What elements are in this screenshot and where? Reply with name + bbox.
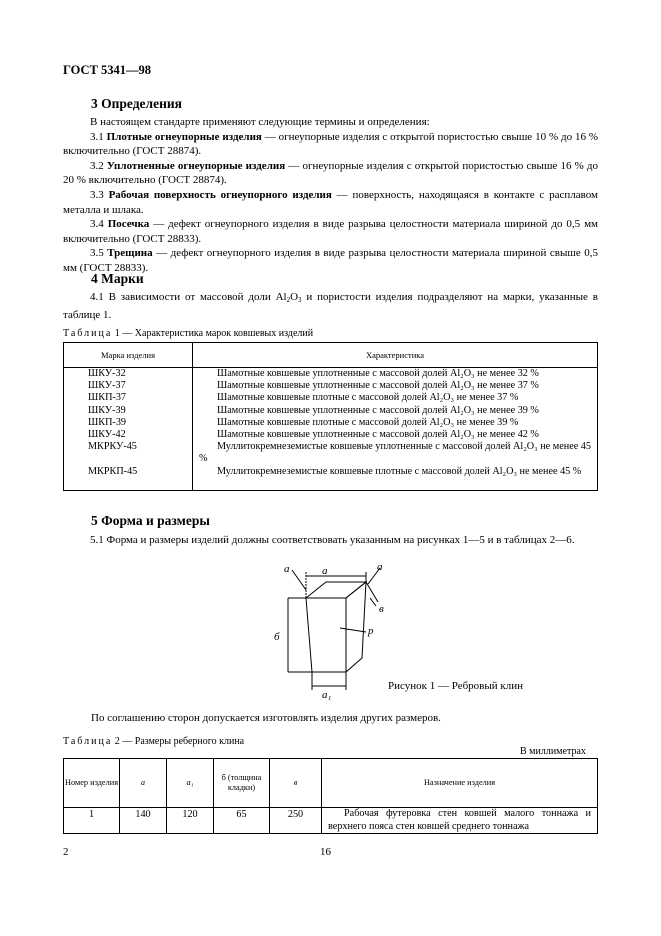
figure-label-b: б <box>274 631 280 643</box>
table-cell: Шамотные ковшевые плотные с массовой долей Al₂O₃ не менее 37 % <box>217 392 519 404</box>
table-cell: ШКУ-42 <box>88 428 126 440</box>
table-2-header-b: б (толщина кладки) <box>214 759 270 808</box>
definition-3-3: 3.3 Рабочая поверхность огнеупорного изделия — поверхность, находящаяся в контакте с расплавом металла и шлака. <box>63 188 599 216</box>
section-5-paragraph: 5.1 Форма и размеры изделий должны соответствовать указанным на рисунках 1—5 и в таблицах 2—6. <box>90 534 575 546</box>
definition-3-4: 3.4 Посечка — дефект огнеупорного изделия в виде разрыва целостности материала шириной до 0,5 мм включительно (ГОСТ 28833). <box>63 218 598 245</box>
table-cell: 65 <box>214 808 270 834</box>
table-cell: Шамотные ковшевые уплотненные с массовой долей Al₂O₃ не менее 37 % <box>217 380 539 392</box>
table-cell: Муллитокремнеземистые ковшевые плотные с массовой долей Al₂O₃ не менее 45 % <box>217 465 582 477</box>
table-cell: ШКУ-32 <box>88 368 126 379</box>
table-cell: 140 <box>120 808 167 834</box>
table-cell: Шамотные ковшевые плотные с массовой долей Al₂O₃ не менее 39 % <box>217 416 519 428</box>
table-2-units: В миллиметрах <box>520 746 586 757</box>
table-2-header-number: Номер изделия <box>64 759 120 808</box>
table-cell: ШКУ-39 <box>88 404 126 416</box>
section-4-heading: 4 Марки <box>91 271 144 286</box>
table-cell: ШКП-39 <box>88 416 127 428</box>
table-1 <box>63 342 598 491</box>
section-3-intro: В настоящем стандарте применяют следующие термины и определения: <box>90 116 430 128</box>
section-5-heading: 5 Форма и размеры <box>91 513 210 528</box>
table-cell: МКРКП-45 <box>88 465 138 477</box>
table-2-header-a: а <box>120 759 167 808</box>
section-3-text <box>63 115 598 276</box>
document-header: ГОСТ 5341—98 <box>63 63 152 77</box>
table-1-caption: Таблица 1 — Характеристика марок ковшевых изделий <box>63 328 314 339</box>
definition-3-2: 3.2 Уплотненные огнеупорные изделия — огнеупорные изделия с открытой пористостью свыше 16 % до 20 % включительно (ГОСТ 28874). <box>63 159 598 187</box>
figure-label-a1: а₁ <box>322 689 332 701</box>
page-number-center: 16 <box>320 846 331 858</box>
table-1-marks-column <box>64 368 193 491</box>
figure-label-p: р <box>368 625 374 637</box>
table-cell: 120 <box>167 808 214 834</box>
table-cell: ШКУ-37 <box>88 380 126 392</box>
page-number-left: 2 <box>63 846 69 858</box>
definition-3-1: 3.1 Плотные огнеупорные изделия — огнеупорные изделия с открытой пористостью свыше 10 % до 16 % включительно (ГОСТ 28874). <box>63 130 599 158</box>
table-2-header-a1: а₁ <box>167 759 214 808</box>
definition-3-5: 3.5 Трещина — дефект огнеупорного изделия в виде разрыва целостности материала шириной свыше 0,5 мм (ГОСТ 28833). <box>63 247 598 274</box>
table-1-characteristics-column <box>193 368 598 491</box>
agreement-paragraph: По соглашению сторон допускается изготовлять изделия других размеров. <box>91 712 441 724</box>
table-row <box>64 808 598 834</box>
table-cell: Рабочая футеровка стен ковшей малого тоннажа и верхнего пояса стен ковшей среднего тоннажа <box>322 808 598 834</box>
table-2-header-v: в <box>270 759 322 808</box>
section-3-heading: 3 Определения <box>91 96 182 111</box>
figure-label-a-left: а <box>284 563 290 575</box>
table-cell: Шамотные ковшевые уплотненные с массовой долей Al₂O₃ не менее 32 % <box>217 368 539 379</box>
figure-1-wedge-drawing <box>262 560 392 705</box>
table-cell: Шамотные ковшевые уплотненные с массовой долей Al₂O₃ не менее 42 % <box>217 429 539 441</box>
table-1-header-characteristic: Характеристика <box>193 343 598 368</box>
table-cell: Муллитокремнеземистые ковшевые уплотненные с массовой долей Al₂O₃ не менее 45 % <box>199 441 591 465</box>
figure-label-a-top: а <box>322 565 328 577</box>
table-2 <box>63 758 598 834</box>
table-cell: 250 <box>270 808 322 834</box>
table-1-header-mark: Марка изделия <box>64 343 193 368</box>
table-2-header-purpose: Назначение изделия <box>322 759 598 808</box>
table-2-caption: Таблица 2 — Размеры реберного клина <box>63 736 245 747</box>
table-cell: ШКП-37 <box>88 392 127 404</box>
figure-1-caption: Рисунок 1 — Ребровый клин <box>388 680 524 692</box>
figure-label-v: в <box>379 603 384 615</box>
table-cell: МКРКУ-45 <box>88 441 137 453</box>
table-cell: 1 <box>64 808 120 834</box>
table-cell: Шамотные ковшевые уплотненные с массовой долей Al₂O₃ не менее 39 % <box>217 404 539 416</box>
section-4-paragraph: 4.1 В зависимости от массовой доли $Al_2O_3$ и пористости изделия подразделяют на марки, указанные в таблице 1. <box>63 291 598 321</box>
figure-label-a-right: а <box>377 561 383 573</box>
